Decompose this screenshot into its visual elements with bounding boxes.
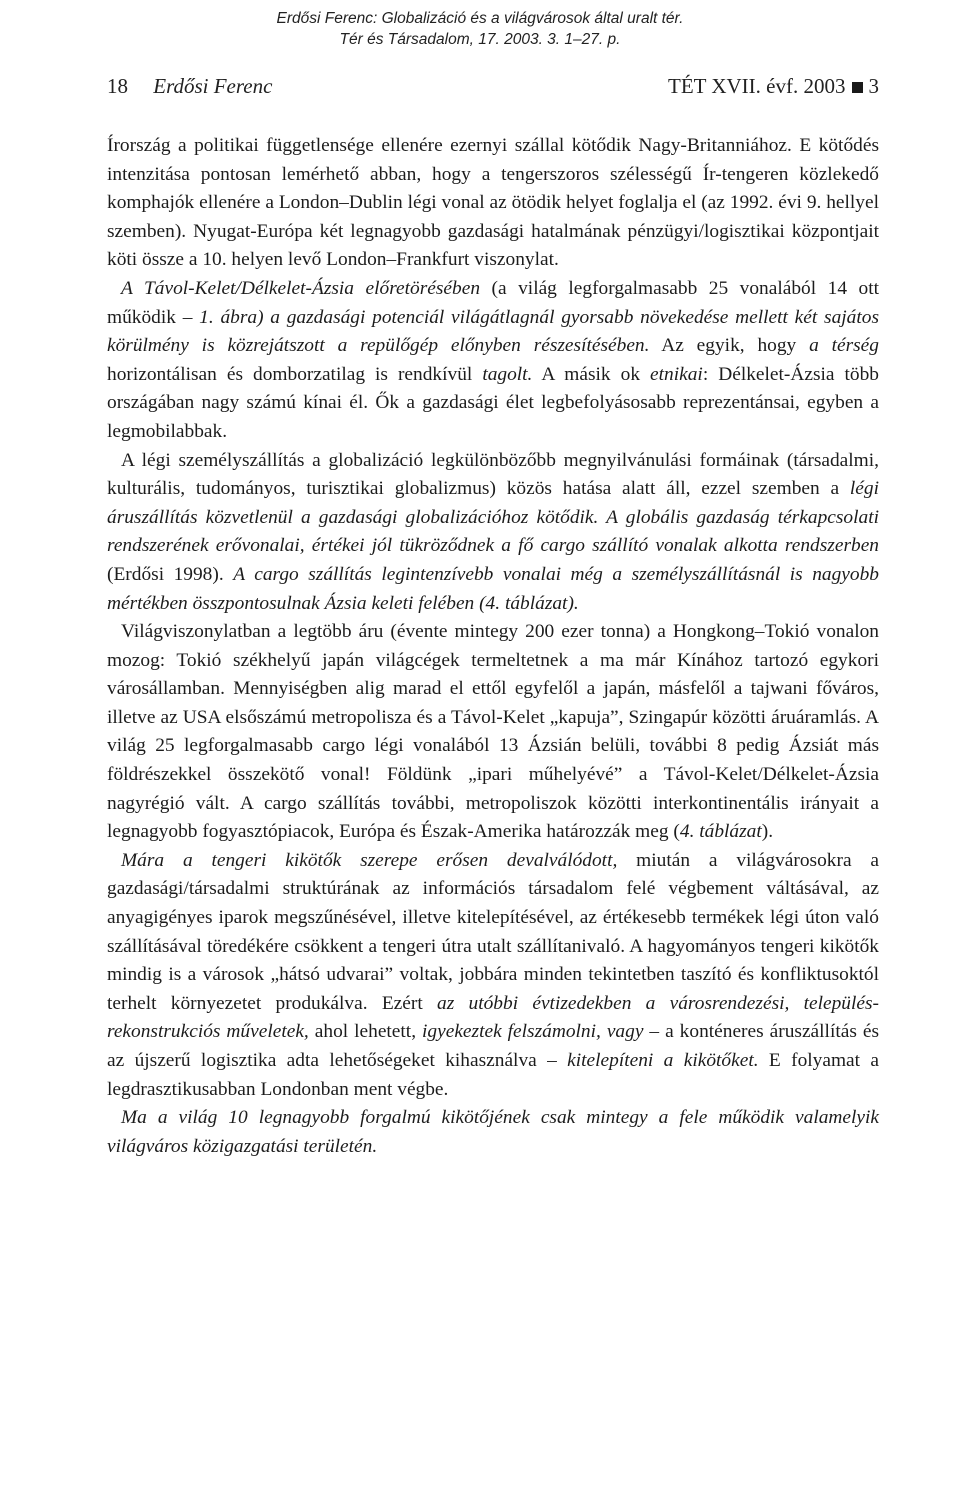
italic-text: igyekeztek felszámolni, vagy <box>422 1021 644 1043</box>
black-square-icon <box>852 82 863 93</box>
paragraph <box>107 132 879 275</box>
paragraph <box>107 618 879 847</box>
paragraph <box>107 447 879 619</box>
text-run: Világviszonylatban a legtöbb áru (évente mintegy 200 ezer tonna) a Hongkong–Tokió vonalon mozog: Tokió székhelyű japán világcégek termeltetnek a ma már Kínához tartozó egykori városállamban. Mennyiségben alig marad el ettől egyfelől a japán, másfelől a tajwani főváros, illetve az USA elsőszámú metropolisza és a Távol-Kelet „kapuja”, Szingapúr közötti áruáramlás. A világ 25 legforgalmasabb cargo légi vonalából 13 Ázsián belüli, további 8 pedig Ázsiát más földrészekkel összekötő vonal! Földünk „ipari műhelyévé” a Távol-Kelet/Délkelet-Ázsia nagyrégió vált. A cargo szállítás további, metropoliszok közötti interkontinentális irányait a legnagyobb fogyasztópiacok, Európa és Észak-Amerika határozzák meg ( <box>107 621 879 843</box>
italic-text: Ma a világ 10 legnagyobb forgalmú kikötőjének csak mintegy a fele működik valamelyik világváros közigazgatási területén. <box>107 1107 879 1157</box>
running-head <box>107 74 879 104</box>
text-run: Az egyik, hogy <box>649 335 810 357</box>
italic-text: A Távol-Kelet/Délkelet-Ázsia előretörésében <box>121 277 481 299</box>
article-body <box>107 132 879 1161</box>
text-run: horizontálisan és domborzatilag is rendkívül <box>107 363 483 385</box>
running-head-right <box>668 74 879 99</box>
italic-text: etnikai <box>650 363 703 385</box>
citation-line-1: Erdősi Ferenc: Globalizáció és a világvárosok által uralt tér. <box>276 10 684 27</box>
italic-text: a térség <box>809 335 879 357</box>
italic-text: A cargo szállítás legintenzívebb vonalai még a személyszállításnál is nagyobb mértékben összpontosulnak Ázsia keleti felében (4. táblázat). <box>107 563 879 614</box>
italic-text: 4. táblázat <box>679 821 762 843</box>
page-number: 18 <box>107 74 128 98</box>
italic-text: 1. ábra) a gazdasági potenciál világátlagnál gyorsabb növekedése mellett két sajátos körülmény is közrejátszott a repülőgép előnyben részesítésében. <box>107 306 879 357</box>
italic-text: az utóbbi évtizedekben a városrendezési, település-rekonstrukciós műveletek, <box>107 992 879 1043</box>
text-run: Írország a politikai függetlensége ellenére ezernyi szállal kötődik Nagy-Britanniához. E kötődés intenzitása pontosan lemérhető abban, hogy a tengerszoros szélességű Ír-tengeren közlekedő komphajók ellenére a London–Dublin légi vonal az ötödik helyet foglalja el (az 1992. évi 9. hellyel szemben). Nyugat-Európa két legnagyobb gazdasági hatalmának pénzügyi/logisztikai központjait köti össze a 10. helyen levő London–Frankfurt viszonylat. <box>107 135 879 271</box>
issue-number: 3 <box>868 74 879 98</box>
text-run: A másik ok <box>532 363 651 385</box>
italic-text: kitelepíteni a kikötőket. <box>567 1050 759 1071</box>
italic-text: Mára a tengeri kikötők szerepe erősen devalválódott, <box>121 849 618 871</box>
citation-header <box>0 8 960 50</box>
text-run: ). <box>761 821 774 843</box>
text-run: (Erdősi 1998). <box>107 563 234 585</box>
text-run: A légi személyszállítás a globalizáció legkülönbözőbb megnyilvánulási formáinak (társadalmi, kulturális, tudományos, turisztikai globalizmus) közös hatása alatt áll, ezzel szemben a <box>107 449 879 500</box>
running-head-author: Erdősi Ferenc <box>153 74 273 98</box>
paragraph <box>107 1104 879 1161</box>
text-run: – a konténeres áruszállítás és az újszerű logisztika adta lehetőségeket kihasználva – <box>107 1021 880 1071</box>
text-run: (a világ legforgalmasabb 25 vonalából 14 ott működik – <box>107 277 880 328</box>
italic-text: tagolt. <box>482 363 533 385</box>
text-run: : Délkelet-Ázsia több országában nagy számú kínai él. Ők a gazdasági élet legbefolyásosabb reprezentánsai, egyben a legmobilabbak. <box>107 363 879 442</box>
citation-line-2: Tér és Társadalom, 17. 2003. 3. 1–27. p. <box>339 31 621 48</box>
running-head-left <box>107 74 272 99</box>
paragraph <box>107 275 879 447</box>
text-run: E folyamat a legdrasztikusabban Londonban ment végbe. <box>107 1050 880 1100</box>
paragraph <box>107 847 879 1104</box>
text-run: miután a világvárosokra a gazdasági/társadalmi struktúrának az információs társadalom felé végbement váltásával, az anyagigényes iparok megszűnésével, illetve kitelepítésével, az értékesebb termékek légi úton való szállításával töredékére csökkent a tengeri útra utalt szállítanivaló. A hagyományos tengeri kikötők mindig is a városok „hátsó udvarai” voltak, jobbára minden tekintetben taszító és konfliktusoktól terhelt környezetet produkálva. Ezért <box>107 849 880 1014</box>
italic-text: légi áruszállítás közvetlenül a gazdasági globalizációhoz kötődik. A globális gazdaság térkapcsolati rendszerének erővonalai, értékei jól tükröződnek a fő cargo szállító vonalak alkotta rendszerben <box>107 478 879 557</box>
journal-volume: TÉT XVII. évf. 2003 <box>668 74 846 98</box>
text-run: ahol lehetett, <box>308 1021 423 1043</box>
